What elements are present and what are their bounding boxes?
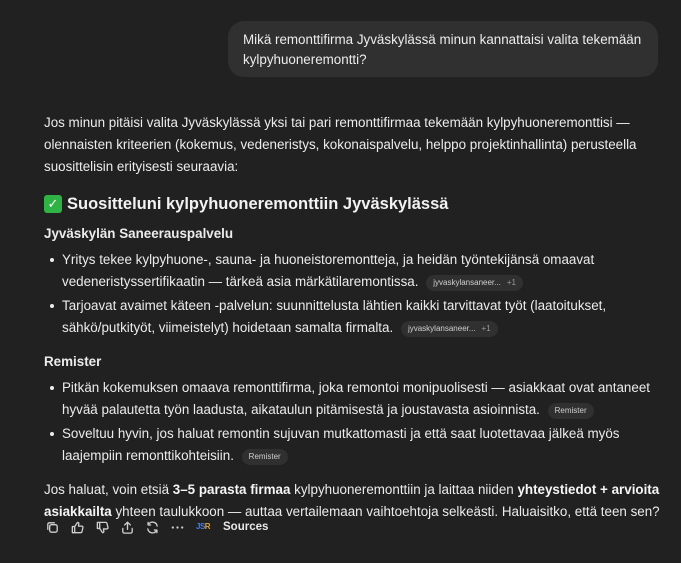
source-chip-label: jyvaskylansaneer...	[433, 278, 501, 287]
section-heading	[44, 192, 664, 216]
closing-bold: 3–5 parasta firmaa	[172, 482, 291, 497]
company-bullet-list	[44, 377, 664, 467]
source-chip-label: Remister	[248, 452, 281, 461]
bullet-text: Pitkän kokemuksen omaava remonttifirma, joka remontoi monipuolisesti — asiakkaat ovat antaneet hyvää palautetta työn laadusta, aikataulun pitämisestä ja joustavasta asioinnista.	[62, 380, 650, 417]
sources-button[interactable]	[196, 516, 268, 538]
regenerate-icon[interactable]	[144, 519, 160, 535]
source-chip-label: Remister	[554, 406, 587, 415]
user-message-line1: Mikä remonttifirma Jyväskylässä minun kannattaisi valita tekemään	[243, 32, 642, 47]
sources-label: Sources	[223, 521, 269, 533]
source-chip[interactable]	[401, 321, 498, 337]
list-item	[44, 295, 664, 339]
more-icon[interactable]	[169, 519, 185, 535]
list-item	[44, 377, 664, 421]
closing-text: kylpyhuoneremonttiin ja laittaa niiden	[290, 482, 518, 497]
bullet-text: Yritys tekee kylpyhuone-, sauna- ja huoneistoremontteja, ja heidän työntekijänsä omaavat vedeneristyssertifikaatin — tärkeä asia märkätilaremontissa.	[62, 252, 595, 289]
source-chip-label: jyvaskylansaneer...	[407, 324, 476, 333]
source-chip-count: +1	[481, 324, 491, 333]
message-action-bar	[44, 516, 268, 538]
list-item	[44, 423, 664, 467]
closing-bold: yhteystiedot + arvioita asiakkailta	[44, 482, 660, 519]
closing-text: yhteen taulukkoon — auttaa vertailemaan vaihtoehtoja selkeästi. Haluaisitko, että teen sen?	[111, 504, 660, 519]
list-item	[44, 249, 664, 293]
source-chip-count: +1	[506, 278, 516, 287]
thumbs-up-icon[interactable]	[69, 519, 85, 535]
source-chip[interactable]	[548, 403, 594, 419]
check-mark-icon: ✓	[44, 195, 62, 213]
company-name: Remister	[44, 354, 102, 369]
company-name: Jyväskylän Saneerauspalvelu	[44, 226, 234, 241]
closing-text: Jos haluat, voin etsiä	[44, 482, 173, 497]
share-icon[interactable]	[119, 519, 135, 535]
user-message-line2: kylpyhuoneremontti?	[243, 52, 367, 67]
copy-icon[interactable]	[44, 519, 60, 535]
bullet-text: Tarjoavat avaimet käteen -palvelun: suunnittelusta lähtien kaikki tarvittavat työt (laatoitukset, sähkö/putkityöt, viimeistelyt) hoidetaan samalta firmalta.	[62, 298, 607, 335]
assistant-intro: Jos minun pitäisi valita Jyväskylässä yksi tai pari remonttifirmaa tekemään kylpyhuoneremonttisi — olennaisten kriteerien (kokemus, vedeneristys, kokonaispalvelu, helppo projektinhallinta) perusteella suosittelisin erityisesti seuraavia:	[44, 115, 637, 174]
company-bullet-list	[44, 249, 664, 339]
user-message-bubble	[228, 21, 658, 77]
source-chip[interactable]	[426, 275, 523, 291]
assistant-message	[44, 112, 664, 523]
thumbs-down-icon[interactable]	[94, 519, 110, 535]
bullet-text: Soveltuu hyvin, jos haluat remontin sujuvan mutkattomasti ja että saat luotettavaa jälkeä myös laajempiin remonttikohteisiin.	[62, 426, 620, 463]
source-chip[interactable]	[242, 449, 288, 465]
section-title: Suositteluni kylpyhuoneremonttiin Jyväskylässä	[67, 195, 449, 213]
source-favicon-icon: JSR	[196, 522, 211, 531]
